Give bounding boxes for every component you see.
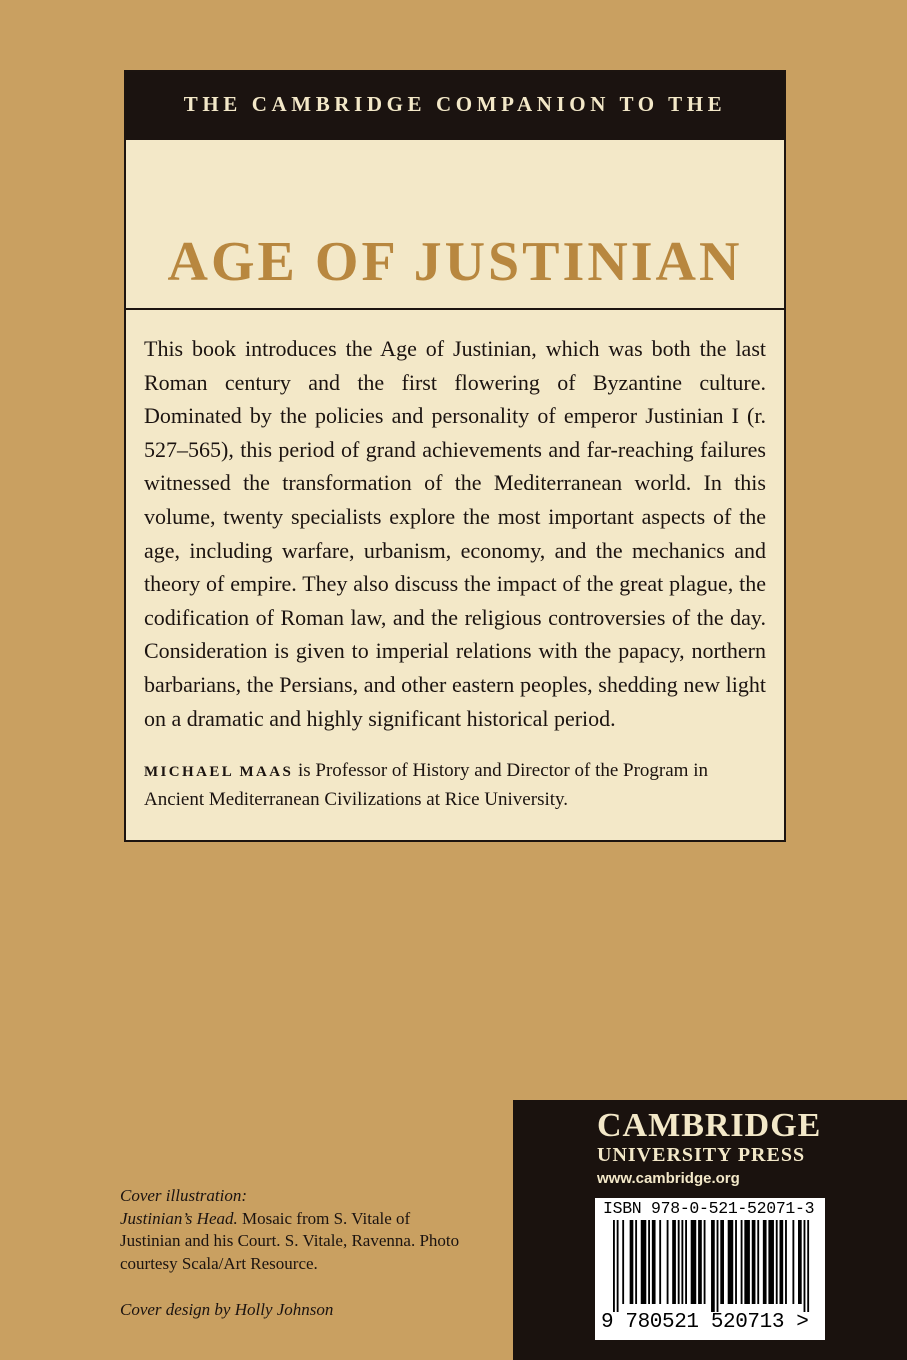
author-bio (126, 735, 784, 813)
author-name: MICHAEL MAAS (144, 764, 294, 781)
title-block (126, 140, 784, 310)
cover-illustration-work: Justinian’s Head. (120, 1208, 238, 1228)
book-title: AGE OF JUSTINIAN (167, 231, 743, 293)
barcode-box (595, 1198, 825, 1340)
description-panel (124, 70, 786, 842)
publisher-block (513, 1100, 907, 1360)
isbn-text: ISBN 978-0-521-52071-3 (603, 1199, 815, 1218)
cover-illustration-label: Cover illustration: (120, 1186, 248, 1205)
barcode-digits: 9 780521 520713 > (601, 1311, 809, 1334)
publisher-name: CAMBRIDGE (597, 1107, 822, 1144)
cover-illustration-details (120, 1208, 460, 1276)
cover-credits (120, 1185, 460, 1322)
barcode-icon (595, 1218, 825, 1314)
publisher-subname: UNIVERSITY PRESS (597, 1144, 806, 1166)
book-description: This book introduces the Age of Justinian, which was both the last Roman century and the first flowering of Byzantine culture. Dominated by the policies and personality of emperor Justinian I (r. 527–565), this period of grand achievements and far-reaching failures witnessed the transformation of the Mediterranean world. In this volume, twenty specialists explore the most important aspects of the age, including warfare, urbanism, economy, and the mechanics and theory of empire. They also discuss the impact of the great plague, the codification of Roman law, and the religious controversies of the day. Consideration is given to imperial relations with the papacy, northern barbarians, the Persians, and other eastern peoples, shedding new light on a dramatic and highly significant historical period. (144, 336, 766, 731)
publisher-url: www.cambridge.org (597, 1170, 740, 1187)
author-bio-text: is Professor of History and Director of the Program in Ancient Mediterranean Civilizations at Rice University. (144, 760, 708, 811)
cover-design-credit: Cover design by Holly Johnson (120, 1300, 334, 1319)
cover-illustration-source: Mosaic from S. Vitale of Justinian and his Court. S. Vitale, Ravenna. Photo courtesy Scala/Art Resource. (120, 1208, 460, 1273)
series-label: THE CAMBRIDGE COMPANION TO THE (126, 72, 784, 140)
